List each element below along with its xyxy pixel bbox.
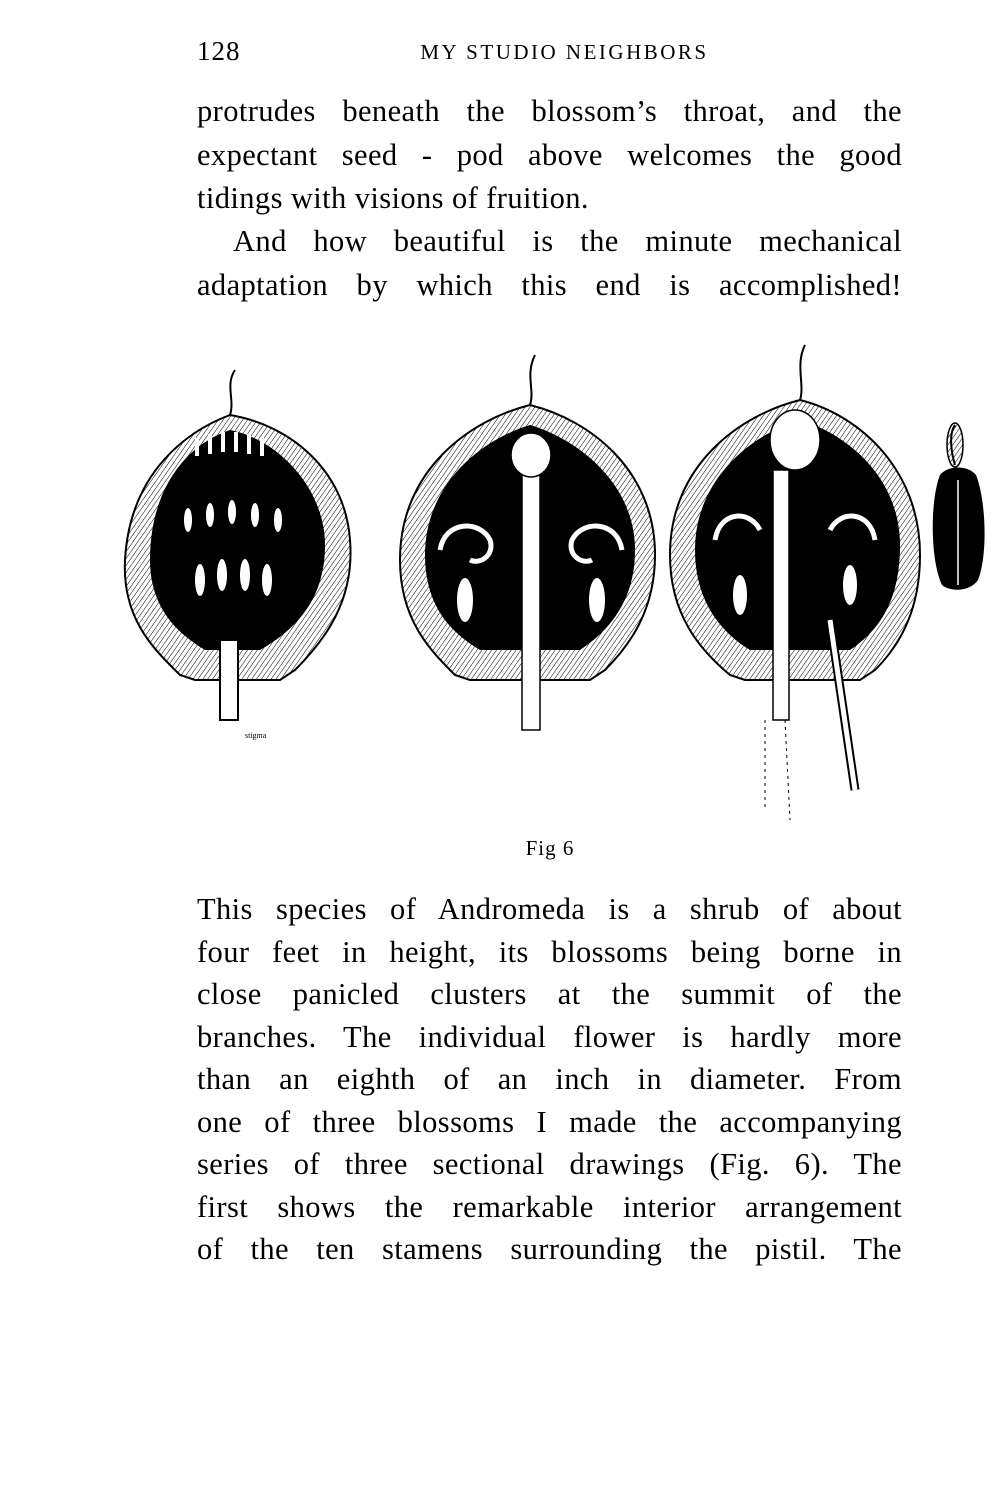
flower-section-3-illustration bbox=[670, 345, 920, 820]
figure-flower-sections bbox=[110, 330, 1000, 840]
paragraph-continuation bbox=[197, 90, 902, 221]
text-line: than an eighth of an inch in diameter. From bbox=[197, 1062, 902, 1096]
text-line: branches. The individual flower is hardly more bbox=[197, 1019, 902, 1054]
page-number: 128 bbox=[197, 36, 241, 66]
paragraph-andromeda bbox=[197, 888, 902, 1271]
paragraph-adaptation bbox=[197, 220, 902, 307]
running-title: MY STUDIO NEIGHBORS bbox=[420, 40, 709, 64]
text-line: And how beautiful is the minute mechanical bbox=[233, 224, 902, 258]
text-line: expectant seed - pod above welcomes the good bbox=[197, 137, 902, 172]
text-line: of the ten stamens surrounding the pistil. The bbox=[197, 1232, 902, 1266]
text-line: This species of Andromeda is a shrub of about bbox=[197, 892, 902, 926]
flower-section-2-illustration bbox=[400, 355, 655, 730]
anther-detail-illustration bbox=[933, 423, 985, 590]
figure-caption: Fig 6 bbox=[525, 836, 575, 860]
running-head bbox=[197, 36, 902, 70]
stigma-label: stigma bbox=[245, 731, 267, 740]
text-line: adaptation by which this end is accomplished! bbox=[197, 267, 902, 302]
text-line: one of three blossoms I made the accompanying bbox=[197, 1104, 902, 1139]
text-line: series of three sectional drawings (Fig. 6). The bbox=[197, 1147, 902, 1181]
text-line: four feet in height, its blossoms being borne in bbox=[197, 934, 902, 969]
text-line: first shows the remarkable interior arrangement bbox=[197, 1189, 902, 1224]
text-line: protrudes beneath the blossom’s throat, and the bbox=[197, 94, 902, 128]
text-line: tidings with visions of fruition. bbox=[197, 181, 589, 215]
text-line: close panicled clusters at the summit of the bbox=[197, 977, 902, 1011]
flower-section-1-illustration bbox=[125, 370, 351, 740]
